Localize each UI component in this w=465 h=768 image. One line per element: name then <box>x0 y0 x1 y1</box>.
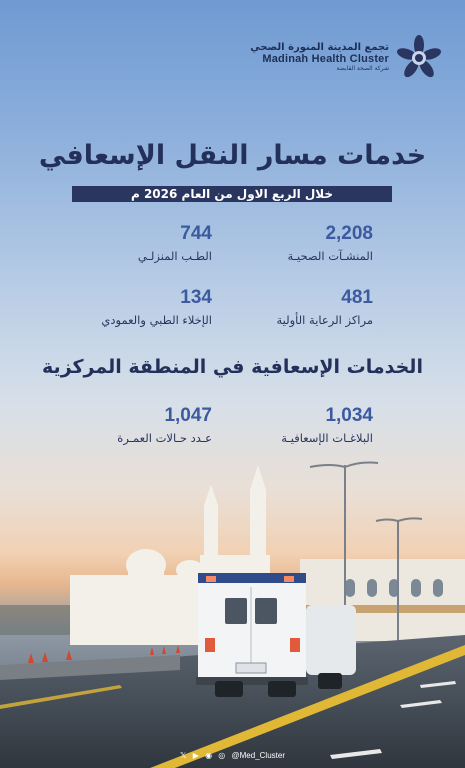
org-name-english: Madinah Health Cluster <box>262 53 389 65</box>
stat-home-medicine <box>32 223 212 263</box>
snapchat-icon[interactable]: ◉ <box>205 751 213 760</box>
section-title: الخدمات الإسعافية في المنطقة المركزية <box>42 356 423 378</box>
stat-health-facilities <box>193 223 373 263</box>
stat-label: عـدد حـالات العمـرة <box>117 431 212 445</box>
header-logo <box>250 34 443 84</box>
social-handle[interactable]: @Med_Cluster <box>231 751 285 760</box>
period-subtitle: خلال الربع الاول من العام 2026 م <box>72 186 392 202</box>
stat-umrah-cases <box>32 405 212 445</box>
stat-label: مراكز الرعاية الأولية <box>276 313 373 327</box>
x-icon[interactable]: 𝕏 <box>180 751 187 760</box>
instagram-icon[interactable]: ◎ <box>218 751 226 760</box>
stat-medevac <box>32 287 212 327</box>
youtube-icon[interactable]: ▶ <box>192 751 199 760</box>
stat-emergency-reports <box>193 405 373 445</box>
mosque-ambulance-scene <box>0 455 465 768</box>
page-title: خدمات مسار النقل الإسعافي <box>38 140 427 171</box>
stat-value: 134 <box>180 287 212 308</box>
cluster-logo-icon <box>395 34 443 82</box>
social-footer <box>0 751 465 760</box>
stat-primary-care <box>193 287 373 327</box>
stat-label: المنشـآت الصحيـة <box>287 249 373 263</box>
org-name-block <box>249 42 389 72</box>
stat-label: الإخلاء الطبي والعمودي <box>101 313 212 327</box>
stat-label: الطـب المنزلـي <box>137 249 212 263</box>
org-name-arabic: تجمع المدينة المنورة الصحي <box>250 42 389 53</box>
org-subtitle: شركة الصحة القابضة <box>336 65 389 72</box>
stat-value: 1,047 <box>164 405 212 426</box>
stat-label: البلاغـات الإسعافيـة <box>281 431 373 445</box>
stat-value: 2,208 <box>325 223 373 244</box>
stat-value: 1,034 <box>325 405 373 426</box>
stat-value: 744 <box>180 223 212 244</box>
stat-value: 481 <box>341 287 373 308</box>
